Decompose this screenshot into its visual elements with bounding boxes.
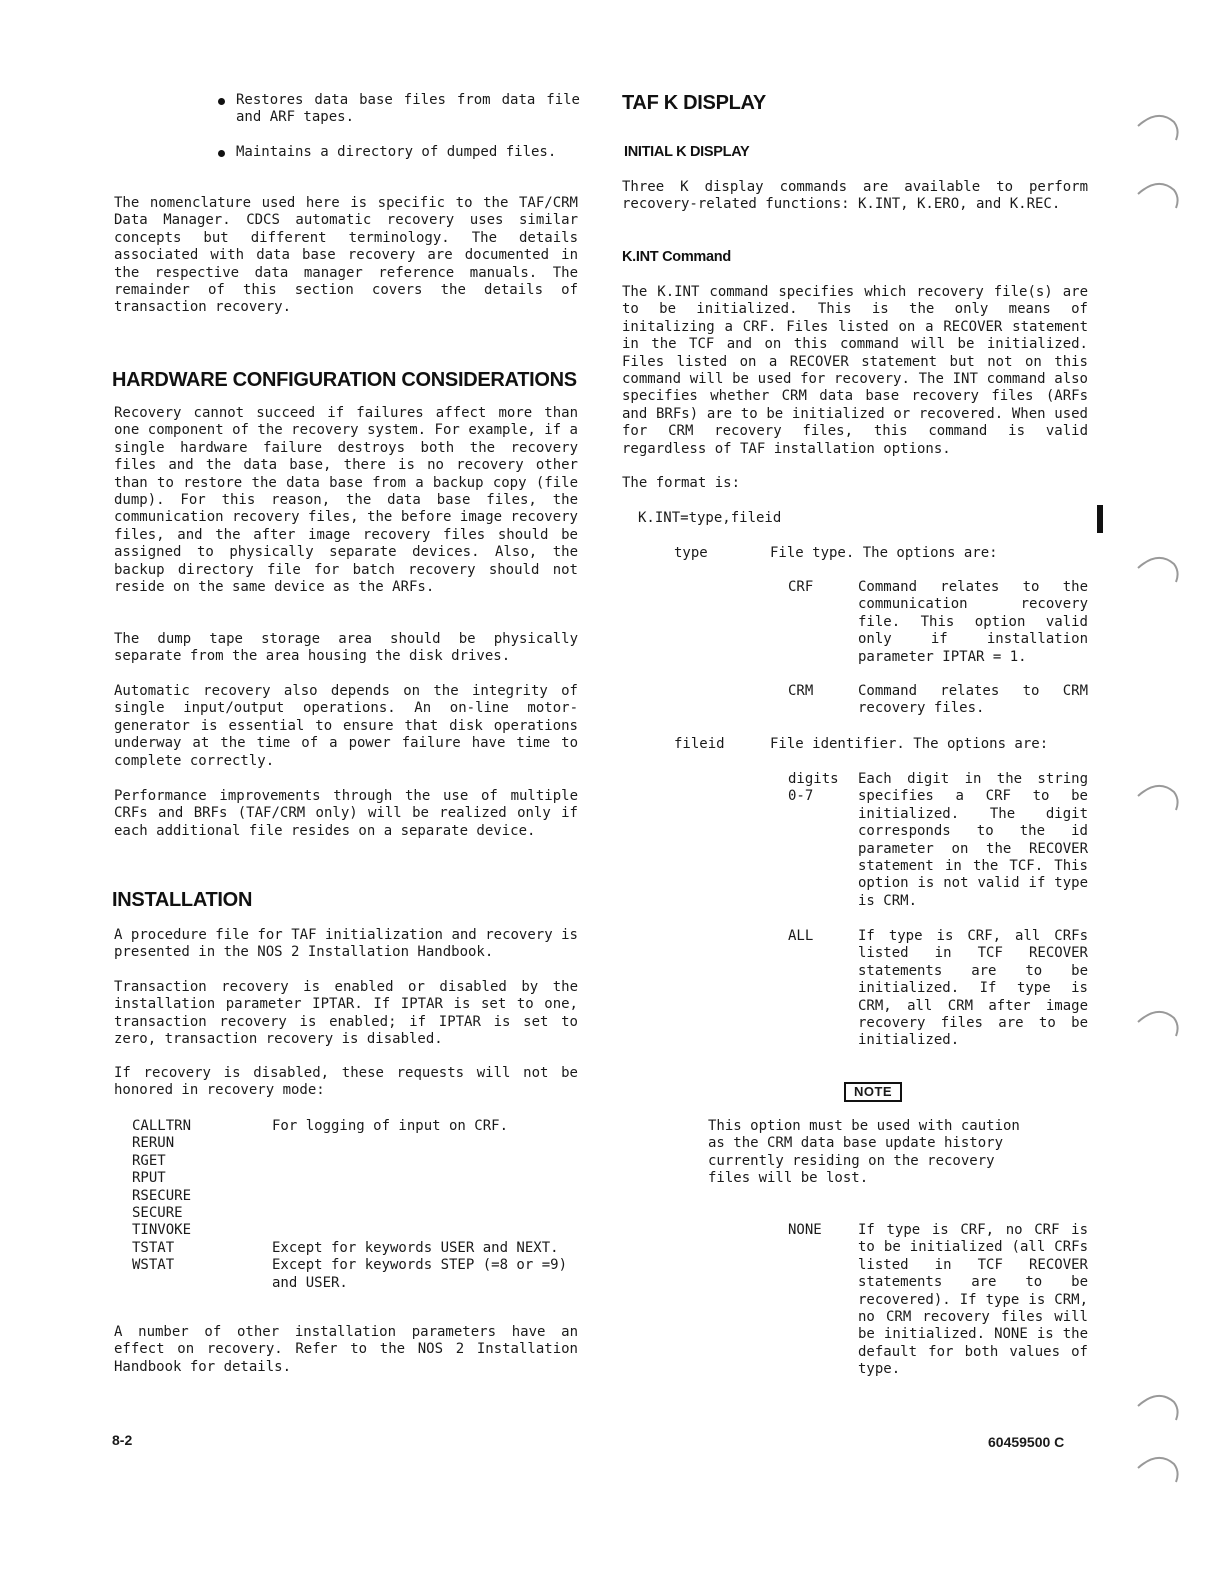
- note-text: This option must be used with caution as the CRM data base update history currently residing on the recovery files will be lost.: [708, 1118, 1020, 1187]
- request-name: TINVOKE: [132, 1222, 192, 1239]
- document-number: 60459500 C: [988, 1434, 1065, 1450]
- hardware-heading: HARDWARE CONFIGURATION CONSIDERATIONS: [112, 369, 577, 391]
- fileid-param-desc: File identifier. The options are:: [770, 736, 1049, 752]
- request-name: RGET: [132, 1152, 166, 1169]
- request-name: WSTAT: [132, 1257, 175, 1274]
- installation-heading: INSTALLATION: [112, 889, 253, 911]
- bullet-icon: [218, 150, 225, 157]
- punch-hole-icon: [1130, 168, 1190, 228]
- punch-hole-icon: [1130, 996, 1190, 1056]
- taf-k-display-heading: TAF K DISPLAY: [622, 92, 766, 114]
- type-param-desc: File type. The options are:: [770, 545, 998, 561]
- punch-hole-icon: [1130, 1380, 1190, 1440]
- bullet-icon: [218, 98, 225, 105]
- request-name: TSTAT: [132, 1239, 175, 1256]
- option-code: digits 0-7: [788, 771, 839, 805]
- punch-hole-icon: [1130, 770, 1190, 830]
- request-note: Except for keywords USER and NEXT.: [272, 1239, 559, 1256]
- option-code: NONE: [788, 1222, 822, 1238]
- request-name: RSECURE: [132, 1187, 192, 1204]
- option-desc: Command relates to the communication recovery file. This option valid only if installation parameter IPTAR = 1.: [858, 579, 1088, 665]
- k-display-intro: Three K display commands are available to perform recovery-related functions: K.INT, K.ERO, and K.REC.: [622, 179, 1088, 213]
- format-syntax: K.INT=type,fileid: [638, 510, 782, 526]
- initial-k-display-heading: INITIAL K DISPLAY: [624, 144, 750, 160]
- punch-hole-icon: [1130, 542, 1190, 602]
- bullet-item: Restores data base files from data file and ARF tapes.: [218, 92, 580, 127]
- request-name: SECURE: [132, 1205, 183, 1221]
- intro-paragraph: The nomenclature used here is specific to the TAF/CRM Data Manager. CDCS automatic recovery uses similar concepts but different terminology. The details associated with data base recovery are documented in the respective data manager reference manuals. The remainder of this section covers the details of transaction recovery.: [114, 195, 578, 316]
- punch-hole-icon: [1130, 1442, 1190, 1502]
- hardware-paragraph-1: Recovery cannot succeed if failures affect more than one component of the recovery system. For example, if a single hardware failure destroys both the recovery files and the data base, there is no recovery other than to restore the data base from a backup copy (file dump). For this reason, the data base files, the communication recovery files, the before image recovery files, and the after image recovery files should be assigned to physically separate devices. Also, the backup directory file for batch recovery should not reside on the same device as the ARFs.: [114, 405, 578, 596]
- kint-description: The K.INT command specifies which recovery file(s) are to be initialized. This is the only means of initalizing a CRF. Files listed on a RECOVER statement in the TCF and on this command will be initialized. Files listed on a RECOVER statement but not on this command will be used for recovery. The INT command also specifies whether CRM data base recovery files (ARFs and BRFs) are to be initialized or recovered. When used for CRM recovery files, this command is valid regardless of TAF installation options.: [622, 284, 1088, 457]
- installation-paragraph-2: Transaction recovery is enabled or disabled by the installation parameter IPTAR. If IPTAR is set to one, transaction recovery is enabled; if IPTAR is set to zero, transaction recovery is disabled.: [114, 979, 578, 1048]
- fileid-param: fileid: [674, 736, 725, 752]
- option-desc: Each digit in the string specifies a CRF to be initialized. The digit corresponds to the id parameter on the RECOVER statement in the TCF. This option is not valid if type is CRM.: [858, 771, 1088, 909]
- request-note: Except for keywords STEP (=8 or =9): [272, 1257, 568, 1274]
- option-code: CRM: [788, 683, 814, 699]
- option-desc: If type is CRF, no CRF is to be initialized (all CRFs listed in TCF RECOVER statements are to be recovered). If type is CRM, no CRM recovery files will be initialized. NONE is the default for both values of type.: [858, 1222, 1088, 1378]
- request-note: For logging of input on CRF.: [272, 1118, 509, 1134]
- option-desc: Command relates to CRM recovery files.: [858, 683, 1088, 717]
- hardware-paragraph-2: The dump tape storage area should be physically separate from the area housing the disk drives.: [114, 631, 578, 665]
- option-desc: If type is CRF, all CRFs listed in TCF RECOVER statements are to be initialized. If type is CRM, all CRM after image recovery files are to be initialized.: [858, 928, 1088, 1049]
- kint-command-heading: K.INT Command: [622, 249, 731, 265]
- installation-paragraph-3: If recovery is disabled, these requests will not be honored in recovery mode:: [114, 1065, 578, 1099]
- type-param: type: [674, 545, 708, 561]
- request-name: RPUT: [132, 1170, 166, 1187]
- format-label: The format is:: [622, 475, 741, 491]
- option-code: CRF: [788, 579, 814, 595]
- request-name: CALLTRN: [132, 1118, 192, 1134]
- request-name: RERUN: [132, 1135, 175, 1152]
- bullet-item: Maintains a directory of dumped files.: [218, 144, 580, 161]
- installation-paragraph-1: A procedure file for TAF initialization and recovery is presented in the NOS 2 Installation Handbook.: [114, 927, 578, 961]
- note-label: NOTE: [844, 1082, 902, 1102]
- page-number: 8-2: [112, 1432, 133, 1448]
- installation-paragraph-4: A number of other installation parameters have an effect on recovery. Refer to the NOS 2 Installation Handbook for details.: [114, 1324, 578, 1375]
- request-note: and USER.: [272, 1274, 348, 1291]
- change-bar: [1097, 505, 1103, 533]
- request-list: [132, 1118, 592, 1298]
- punch-hole-icon: [1130, 100, 1190, 160]
- hardware-paragraph-3: Automatic recovery also depends on the integrity of single input/output operations. An on-line motor-generator is essential to ensure that disk operations underway at the time of a power failure have time to complete correctly.: [114, 683, 578, 769]
- hardware-paragraph-4: Performance improvements through the use of multiple CRFs and BRFs (TAF/CRM only) will be realized only if each additional file resides on a separate device.: [114, 788, 578, 839]
- option-code: ALL: [788, 928, 814, 944]
